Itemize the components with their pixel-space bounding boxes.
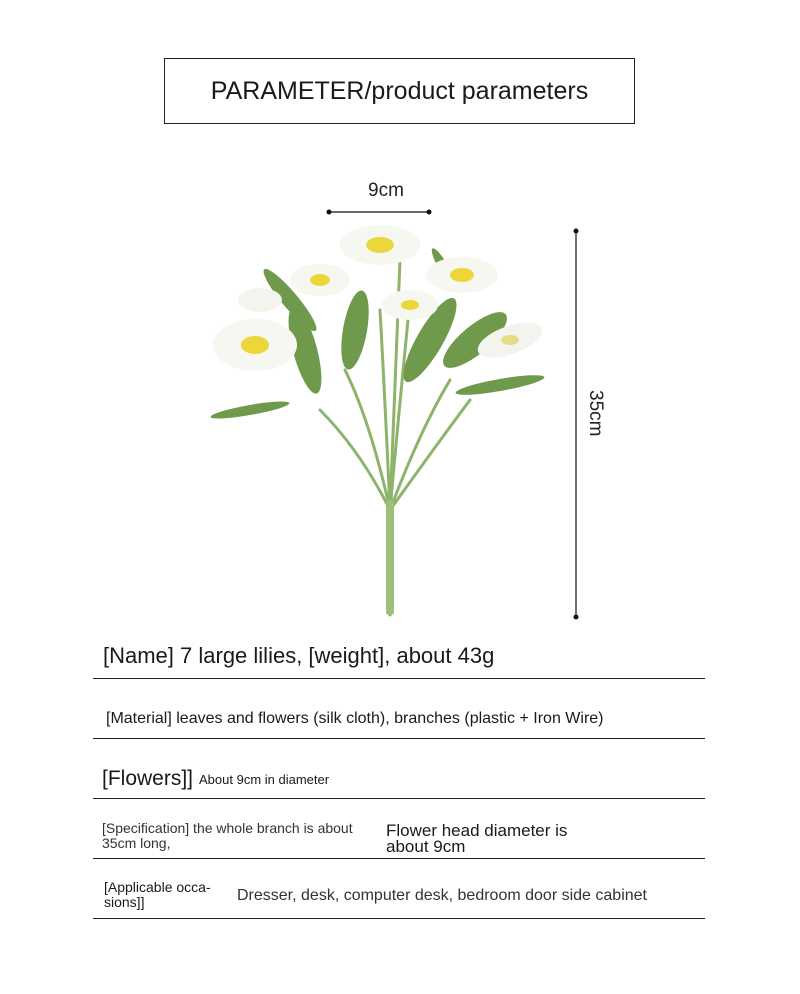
occasions-value: Dresser, desk, computer desk, bedroom door side cabinet: [237, 887, 647, 904]
material-row: [Material] leaves and flowers (silk cloth), branches (plastic + Iron Wire): [106, 710, 604, 727]
specification-value: Flower head diameter is about 9cm: [386, 821, 568, 856]
specification-label: [Specification] the whole branch is about 35cm long,: [102, 820, 353, 851]
divider: [93, 678, 705, 679]
width-label: 9cm: [368, 180, 404, 201]
occasions-label: [Applicable occa-sions]]: [104, 879, 211, 910]
flowers-label: [Flowers]]: [102, 767, 194, 790]
title-text: PARAMETER/product parameters: [210, 76, 589, 105]
flowers-value: About 9cm in diameter: [199, 772, 330, 787]
divider: [93, 798, 705, 799]
divider: [93, 918, 705, 919]
height-label: 35cm: [585, 390, 606, 437]
lily-bouquet: [210, 225, 547, 615]
width-dimension-line: [327, 210, 432, 215]
height-dimension-line: [574, 229, 579, 620]
divider: [93, 738, 705, 739]
name-row: [Name] 7 large lilies, [weight], about 43g: [103, 643, 495, 668]
divider: [93, 858, 705, 859]
